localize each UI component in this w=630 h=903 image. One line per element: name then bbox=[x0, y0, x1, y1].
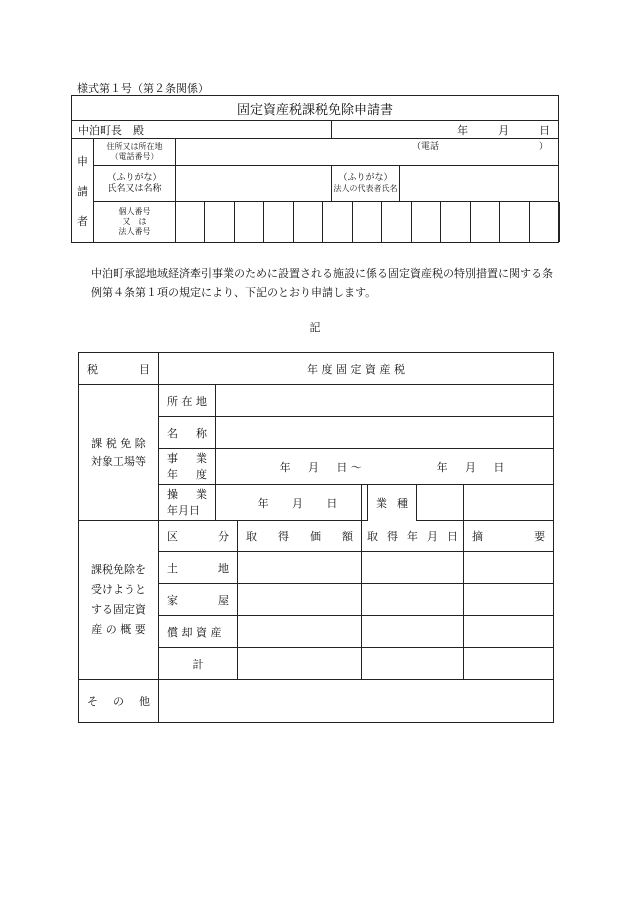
period-start-month: 月 bbox=[308, 460, 320, 474]
date-day-label: 日 bbox=[539, 123, 551, 137]
industry-label-box bbox=[367, 485, 417, 521]
applicant-char-2: 請 bbox=[77, 184, 88, 198]
tax-item-label bbox=[79, 353, 159, 385]
period-end-month: 月 bbox=[464, 460, 476, 474]
period-start-day: 日 〜 bbox=[336, 460, 362, 474]
name-furigana-label: （ふりがな） bbox=[107, 172, 162, 183]
tax-item-char-2: 目 bbox=[139, 362, 150, 376]
phone-label: （電話 bbox=[412, 141, 440, 152]
period-end-day: 日 bbox=[493, 460, 505, 474]
category-header bbox=[159, 521, 238, 552]
acq-date-header bbox=[362, 521, 464, 552]
applicant-char-1: 申 bbox=[77, 154, 88, 168]
asset-price-cell[interactable] bbox=[238, 616, 362, 648]
period-start-year: 年 bbox=[279, 460, 291, 474]
category-header-char-1: 区 bbox=[167, 530, 178, 543]
remarks-header-char-1: 摘 bbox=[472, 530, 483, 543]
assets-label-line4: 産 の 概 要 bbox=[91, 623, 146, 636]
building-char-1: 家 bbox=[167, 593, 178, 607]
location-label: 所 在 地 bbox=[159, 385, 216, 417]
id-label-line2: 又 は bbox=[122, 217, 147, 226]
address-label-line1: 住所又は所在地 bbox=[106, 142, 163, 151]
asset-date-cell[interactable] bbox=[362, 616, 464, 648]
address-field[interactable] bbox=[176, 139, 559, 166]
asset-price-cell[interactable] bbox=[238, 552, 362, 584]
id-digit-box[interactable] bbox=[205, 202, 234, 242]
other-field[interactable] bbox=[159, 680, 554, 723]
date-month-label: 月 bbox=[498, 123, 510, 137]
address-label-line2: （電話番号） bbox=[110, 152, 159, 161]
industry-field[interactable] bbox=[464, 485, 554, 521]
depreciable-label: 償 却 資 産 bbox=[159, 616, 238, 648]
op-year: 年 bbox=[257, 496, 269, 510]
building-char-2: 屋 bbox=[218, 593, 229, 607]
asset-remarks-cell[interactable] bbox=[464, 648, 554, 680]
id-label-line1: 個人番号 bbox=[118, 207, 151, 216]
asset-price-cell[interactable] bbox=[238, 648, 362, 680]
id-number-boxes[interactable] bbox=[176, 202, 559, 243]
date-year-label: 年 bbox=[457, 123, 469, 137]
id-digit-box[interactable] bbox=[441, 202, 470, 242]
operation-char-3: 年月日 bbox=[167, 503, 200, 517]
operation-date-field[interactable] bbox=[216, 485, 362, 521]
category-header-char-2: 分 bbox=[218, 530, 229, 543]
business-period-char-2: 業 bbox=[196, 451, 207, 465]
business-period-char-3: 年 bbox=[167, 467, 178, 481]
asset-remarks-cell[interactable] bbox=[464, 584, 554, 616]
id-digit-box[interactable] bbox=[176, 202, 205, 242]
asset-date-cell[interactable] bbox=[362, 648, 464, 680]
applicant-table bbox=[71, 95, 559, 243]
rep-name-label-text: 法人の代表者氏名 bbox=[333, 184, 398, 193]
business-period-char-1: 事 bbox=[167, 451, 178, 465]
name-label-text: 氏名又は名称 bbox=[107, 183, 162, 194]
id-digit-box[interactable] bbox=[235, 202, 264, 242]
acq-date-header-char-5: 日 bbox=[447, 530, 458, 543]
acq-date-header-char-4: 月 bbox=[427, 530, 438, 543]
price-header-char-3: 価 bbox=[310, 530, 321, 543]
business-period-field[interactable] bbox=[216, 449, 554, 485]
id-digit-box[interactable] bbox=[412, 202, 441, 242]
name-field[interactable] bbox=[176, 166, 332, 202]
price-header-char-1: 取 bbox=[246, 530, 257, 543]
facility-name-field[interactable] bbox=[216, 417, 554, 449]
tax-item-value[interactable]: 年 度 固 定 資 産 税 bbox=[159, 353, 554, 385]
acq-date-header-char-1: 取 bbox=[367, 530, 378, 543]
land-char-1: 土 bbox=[167, 561, 178, 575]
address-label bbox=[94, 139, 176, 166]
industry-char-2: 種 bbox=[397, 497, 408, 510]
exempt-target-line1: 課 税 免 除 bbox=[91, 436, 146, 450]
id-digit-box[interactable] bbox=[382, 202, 411, 242]
applicant-char-3: 者 bbox=[77, 214, 88, 228]
id-label-line3: 法人番号 bbox=[118, 227, 151, 236]
remarks-header bbox=[464, 521, 554, 552]
id-digit-box[interactable] bbox=[323, 202, 352, 242]
op-day: 日 bbox=[326, 496, 338, 510]
exempt-target-line2: 対象工場等 bbox=[91, 454, 146, 468]
tax-item-char-1: 税 bbox=[87, 362, 98, 376]
assets-label-line2: 受けようと bbox=[91, 583, 146, 596]
rep-furigana-label: （ふりがな） bbox=[338, 173, 393, 183]
asset-date-cell[interactable] bbox=[362, 584, 464, 616]
rep-name-field[interactable] bbox=[400, 166, 559, 202]
asset-row-label bbox=[159, 584, 238, 616]
operation-char-2: 業 bbox=[196, 487, 207, 501]
assets-label bbox=[79, 521, 159, 680]
period-end-year: 年 bbox=[436, 460, 448, 474]
industry-char-1: 業 bbox=[376, 497, 387, 510]
price-header-char-4: 額 bbox=[342, 530, 353, 543]
op-month: 月 bbox=[291, 496, 303, 510]
rep-name-label bbox=[332, 166, 400, 202]
price-header-char-2: 得 bbox=[278, 530, 289, 543]
operation-date-label bbox=[159, 485, 216, 521]
details-table bbox=[78, 352, 554, 723]
application-body-text: 中泊町承認地域経済牽引事業のために設置される施設に係る固定資産税の特別措置に関する条例第４条第１項の規定により、下記のとおり申請します。 bbox=[91, 267, 553, 299]
application-date[interactable] bbox=[332, 121, 559, 139]
id-digit-box[interactable] bbox=[559, 202, 560, 242]
applicant-label bbox=[72, 139, 94, 243]
other-char-1: そ bbox=[87, 695, 98, 708]
facility-name-char-1: 名 bbox=[167, 426, 178, 440]
asset-price-cell[interactable] bbox=[238, 584, 362, 616]
asset-row-label bbox=[159, 552, 238, 584]
acq-date-header-char-2: 得 bbox=[387, 530, 398, 543]
facility-name-label bbox=[159, 417, 216, 449]
id-digit-box[interactable] bbox=[500, 202, 529, 242]
acq-date-header-char-3: 年 bbox=[407, 530, 418, 543]
id-digit-box[interactable] bbox=[471, 202, 500, 242]
business-period-label bbox=[159, 449, 216, 485]
asset-date-cell[interactable] bbox=[362, 552, 464, 584]
business-period-char-4: 度 bbox=[196, 467, 207, 481]
facility-name-char-2: 称 bbox=[196, 426, 207, 440]
id-digit-box[interactable] bbox=[530, 202, 558, 242]
price-header bbox=[238, 521, 362, 552]
remarks-header-char-2: 要 bbox=[534, 530, 546, 543]
assets-label-line3: する固定資 bbox=[91, 603, 146, 616]
phone-close: ） bbox=[539, 141, 549, 152]
form-number: 様式第１号（第２条関係） bbox=[77, 82, 209, 95]
form-title: 固定資産税課税免除申請書 bbox=[72, 96, 559, 121]
exempt-target-label bbox=[79, 385, 159, 521]
other-char-3: 他 bbox=[139, 695, 150, 708]
asset-remarks-cell[interactable] bbox=[464, 616, 554, 648]
ki-heading: 記 bbox=[309, 321, 321, 334]
id-digit-box[interactable] bbox=[264, 202, 293, 242]
other-label bbox=[79, 680, 159, 723]
name-label bbox=[94, 166, 176, 202]
total-label: 計 bbox=[159, 648, 238, 680]
operation-char-1: 操 bbox=[167, 487, 178, 501]
location-field[interactable] bbox=[216, 385, 554, 417]
assets-label-line1: 課税免除を bbox=[91, 563, 146, 576]
id-digit-box[interactable] bbox=[294, 202, 323, 242]
id-number-label bbox=[94, 202, 176, 243]
id-digit-box[interactable] bbox=[353, 202, 382, 242]
asset-remarks-cell[interactable] bbox=[464, 552, 554, 584]
other-char-2: の bbox=[113, 695, 124, 708]
addressee: 中泊町長 殿 bbox=[72, 121, 332, 139]
land-char-2: 地 bbox=[218, 561, 229, 575]
